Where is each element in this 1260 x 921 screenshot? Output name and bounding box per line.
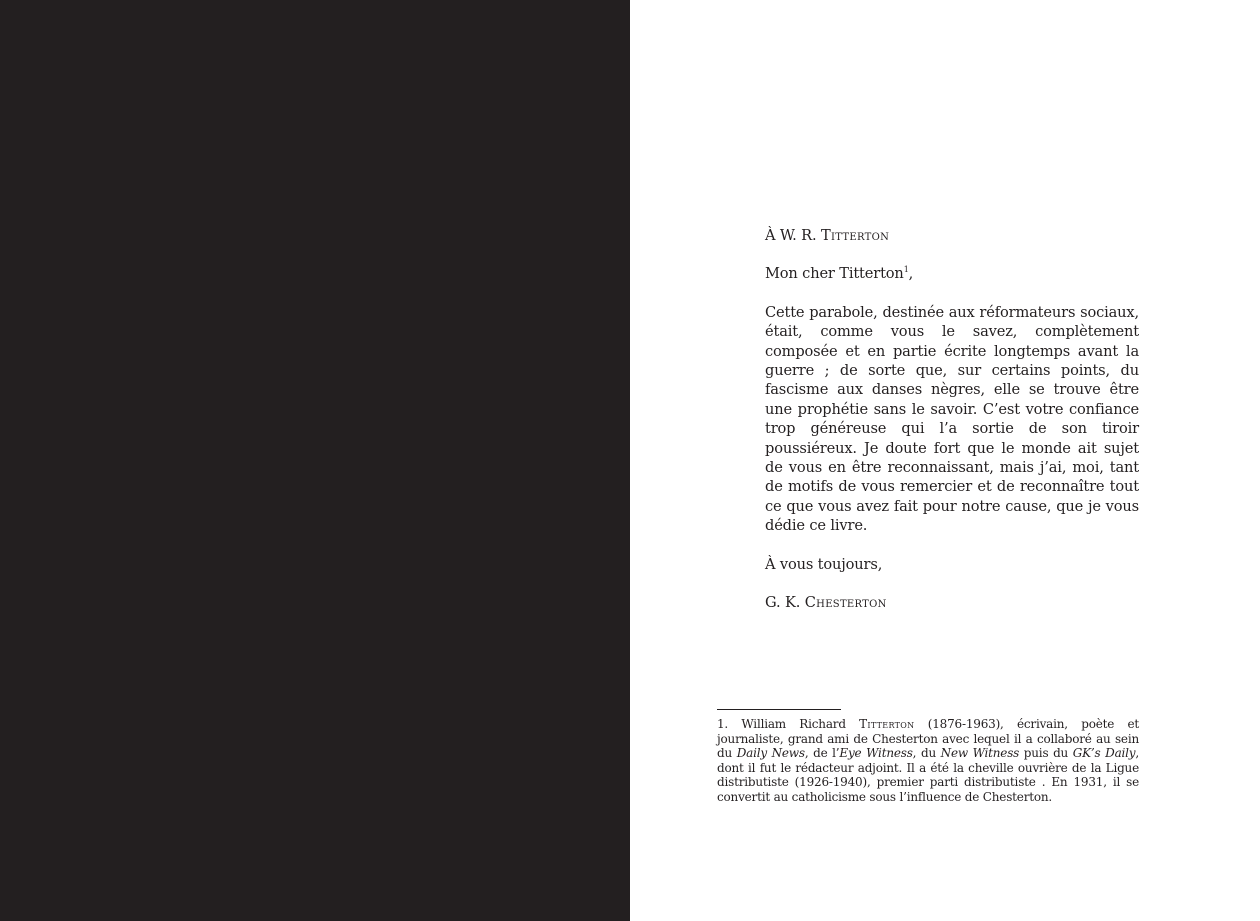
dedication-recipient: À W. R. Titterton (765, 227, 890, 244)
recipient-name: Titterton (820, 227, 890, 244)
footnote-number: 1. (717, 717, 729, 731)
salutation: Mon cher Titterton$^1$, (765, 265, 914, 283)
dedication-body: Cette parabole, destinée aux réformateurs sociaux, était, comme vous le savez, complètement composée et en partie écrite longtemps avant la guerre ; de sorte que, sur certains points, du fascisme aux danses nègres, elle se trouve être une prophétie sans le savoir. C’est votre confiance trop généreuse qui l’a sortie de son tiroir poussiéreux. Je doute fort que le monde ait sujet de vous en être reconnaissant, mais j’ai, moi, tant de motifs de vous remercier et de reconnaître tout ce que vous avez fait pour notre cause, que je vous dédie ce livre. (765, 303, 1139, 535)
footnote-divider (717, 709, 841, 710)
signature: G. K. Chesterton (765, 594, 887, 612)
footnote: 1. William Richard Titterton (1876-1963), écrivain, poète et journaliste, grand ami de Chesterton avec lequel il a collaboré au sein du Daily News, de l’Eye Witness, du New Witness puis du GK’s Daily, dont il fut le rédacteur adjoint. Il a été la cheville ouvrière de la Ligue distributiste (1926-1940), premier parti distributiste . En 1931, il se convertit au catholicisme sous l’influence de Chesterton. (717, 717, 1140, 804)
dedication-block (765, 226, 1139, 632)
closing: À vous toujours, (765, 555, 883, 573)
signature-name: Chesterton (804, 594, 887, 612)
footnote-ref: 1 (903, 265, 909, 275)
